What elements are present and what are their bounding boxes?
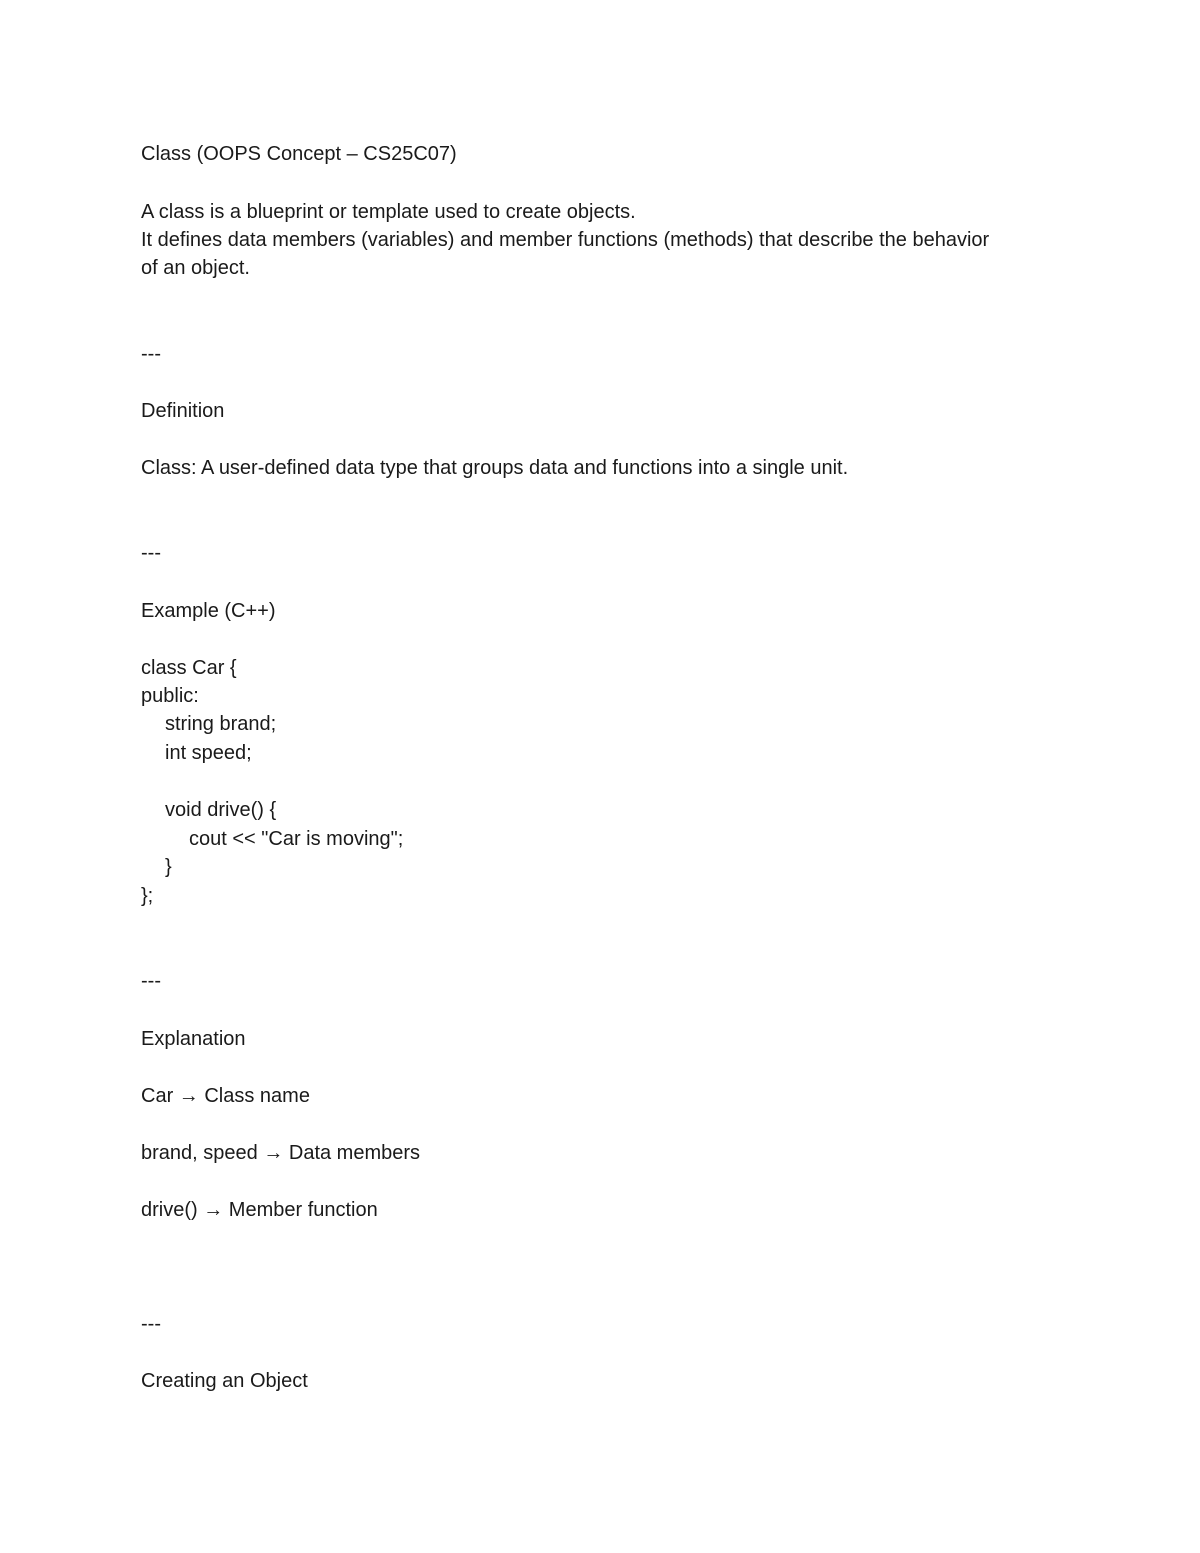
explanation-item: Car → Class name [141, 1085, 310, 1107]
code-line: int speed; [165, 742, 252, 764]
code-line: string brand; [165, 713, 277, 735]
definition-text: Class: A user-defined data type that groups data and functions into a single unit. [141, 457, 849, 479]
explanation-item: brand, speed → Data members [141, 1142, 421, 1164]
creating-object-heading: Creating an Object [141, 1370, 308, 1392]
definition-heading: Definition [141, 400, 225, 422]
code-line: class Car { [141, 657, 237, 679]
intro-line: It defines data members (variables) and member functions (methods) that describe the behavior [141, 229, 990, 251]
code-line: } [165, 856, 172, 878]
explanation-item: drive() → Member function [141, 1199, 378, 1221]
section-separator: --- [141, 1313, 161, 1335]
code-line: void drive() { [165, 799, 277, 821]
intro-line: of an object. [141, 257, 250, 279]
code-line: cout << "Car is moving"; [189, 828, 404, 850]
page-title: Class (OOPS Concept – CS25C07) [141, 143, 457, 165]
section-separator: --- [141, 970, 161, 992]
section-separator: --- [141, 343, 161, 365]
intro-line: A class is a blueprint or template used to create objects. [141, 201, 636, 223]
explanation-heading: Explanation [141, 1028, 246, 1050]
code-line: public: [141, 685, 199, 707]
code-line: }; [141, 885, 154, 907]
section-separator: --- [141, 542, 161, 564]
example-heading: Example (C++) [141, 600, 276, 622]
